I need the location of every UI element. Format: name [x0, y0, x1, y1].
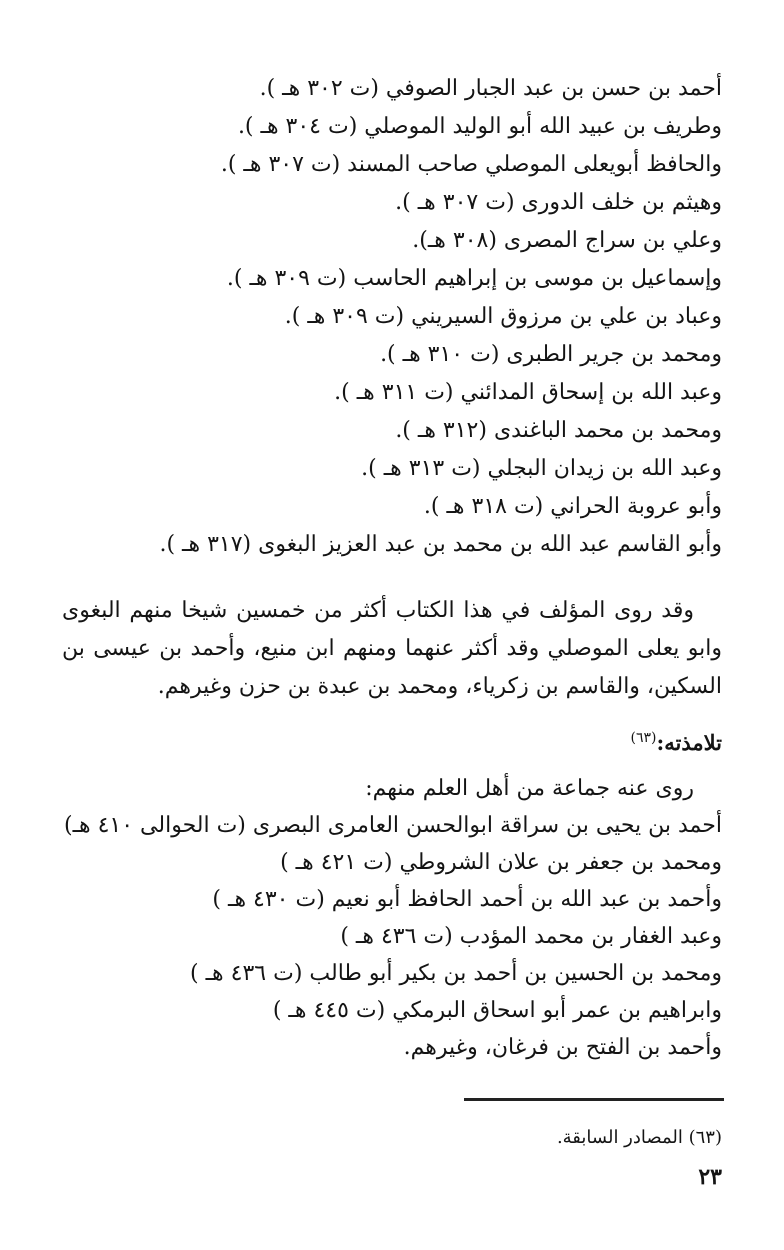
list-item: وطريف بن عبيد الله أبو الوليد الموصلي (ت ٣٠٤ هـ ).	[237, 114, 722, 139]
list-item: وأبو عروبة الحراني (ت ٣١٨ هـ ).	[423, 494, 722, 519]
footnote-divider	[464, 1098, 724, 1101]
section-heading	[631, 722, 723, 759]
students-list	[62, 770, 722, 1066]
list-item: ومحمد بن جعفر بن علان الشروطي (ت ٤٢١ هـ )	[280, 850, 722, 875]
list-item: وعبد الغفار بن محمد المؤدب (ت ٤٣٦ هـ )	[340, 924, 722, 949]
list-item: وأبو القاسم عبد الله بن محمد بن عبد العزيز البغوى (٣١٧ هـ ).	[159, 532, 722, 557]
list-item: وهيثم بن خلف الدورى (ت ٣٠٧ هـ ).	[395, 190, 722, 215]
list-item: ومحمد بن جرير الطبرى (ت ٣١٠ هـ ).	[380, 342, 722, 367]
list-item: وأحمد بن الفتح بن فرغان، وغيرهم.	[403, 1035, 722, 1060]
list-item: وعباد بن علي بن مرزوق السيريني (ت ٣٠٩ هـ ).	[284, 304, 722, 329]
teachers-list	[62, 70, 722, 564]
footnote-ref: (٦٣)	[630, 730, 657, 746]
intro-line: روى عنه جماعة من أهل العلم منهم:	[365, 776, 694, 801]
list-item: وأحمد بن عبد الله بن أحمد الحافظ أبو نعيم (ت ٤٣٠ هـ )	[212, 887, 722, 912]
list-item: وعبد الله بن إسحاق المدائني (ت ٣١١ هـ ).	[334, 380, 722, 405]
page-number: ٢٣	[698, 1164, 722, 1190]
list-item: وابراهيم بن عمر أبو اسحاق البرمكي (ت ٤٤٥ هـ )	[272, 998, 722, 1023]
list-item: وعبد الله بن زيدان البجلي (ت ٣١٣ هـ ).	[361, 456, 722, 481]
list-item: ومحمد بن الحسين بن أحمد بن بكير أبو طالب (ت ٤٣٦ هـ )	[190, 961, 722, 986]
heading-text: تلامذته:	[656, 730, 722, 755]
list-item: ومحمد بن محمد الباغندى (٣١٢ هـ ).	[395, 418, 722, 443]
list-item: أحمد بن يحيى بن سراقة ابوالحسن العامرى البصرى (ت الحوالى ٤١٠ هـ)	[63, 813, 722, 838]
list-item: أحمد بن حسن بن عبد الجبار الصوفي (ت ٣٠٢ هـ ).	[259, 76, 722, 101]
footnote: (٦٣) المصادر السابقة.	[556, 1127, 722, 1148]
list-item: وعلي بن سراج المصرى (٣٠٨ هـ).	[412, 228, 722, 253]
summary-paragraph: وقد روى المؤلف في هذا الكتاب أكثر من خمسين شيخا منهم البغوى وابو يعلى الموصلي وقد أكثر عنهما ومنهم ابن منيع، وأحمد بن عيسى بن السكين، والقاسم بن زكرياء، ومحمد بن عبدة بن حزن وغيرهم.	[62, 598, 722, 699]
list-item: وإسماعيل بن موسى بن إبراهيم الحاسب (ت ٣٠٩ هـ ).	[226, 266, 722, 291]
list-item: والحافظ أبويعلى الموصلي صاحب المسند (ت ٣٠٧ هـ ).	[220, 152, 722, 177]
